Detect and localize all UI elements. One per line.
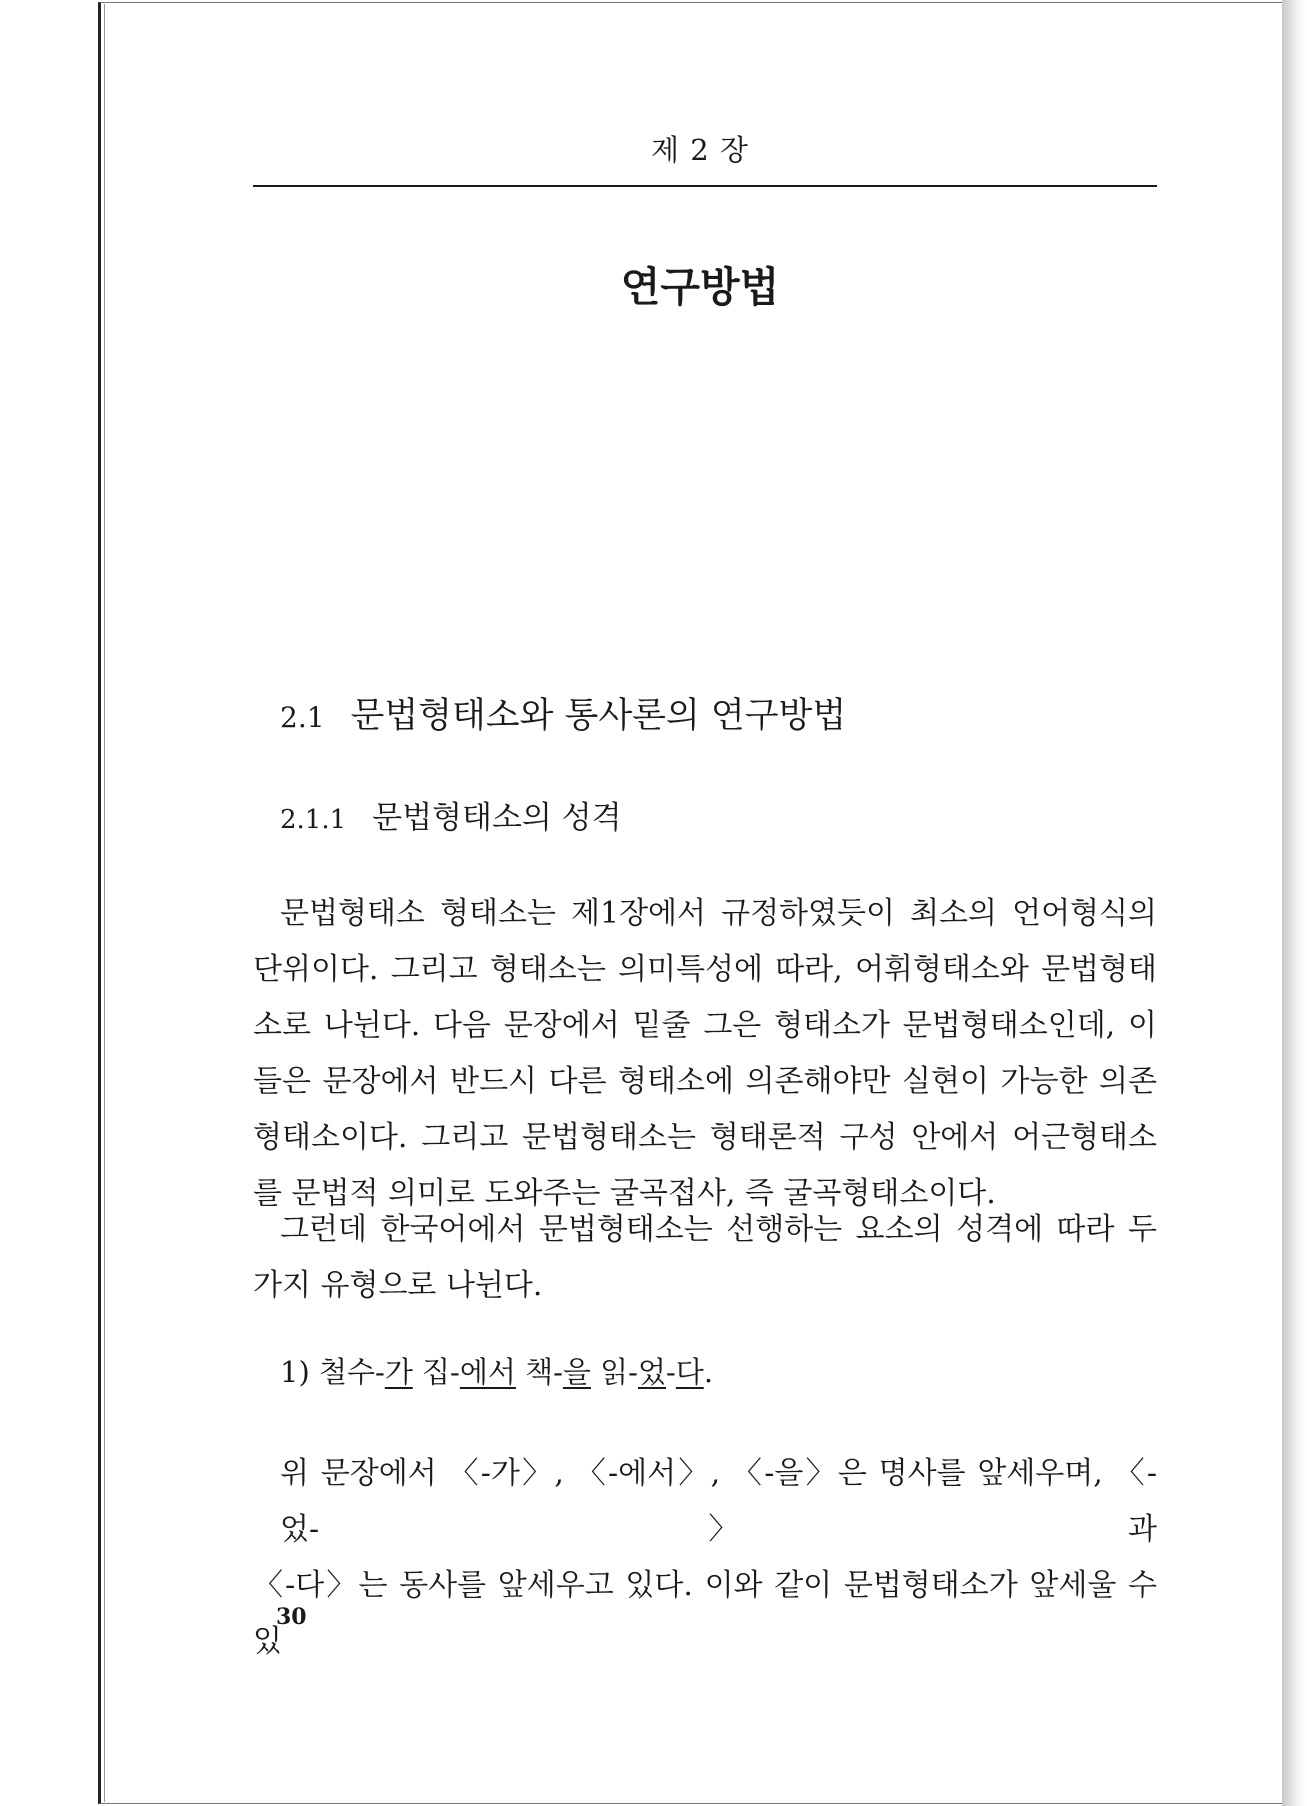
- body-paragraph-2: [253, 1202, 1157, 1314]
- left-margin: [0, 0, 96, 1806]
- underlined-morpheme: 었: [637, 1355, 666, 1389]
- underlined-morpheme: 을: [562, 1355, 591, 1389]
- section-title: 문법형태소와 통사론의 연구방법: [350, 696, 847, 736]
- example-segment: -: [665, 1355, 676, 1389]
- section-heading: [280, 688, 846, 738]
- chapter-number: 제 2 장: [651, 133, 749, 167]
- paragraph-line: 형태소이다. 그리고 문법형태소는 형태론적 구성 안에서 어근형태소: [253, 1120, 1157, 1155]
- example-segment: 책-: [515, 1355, 563, 1389]
- paragraph-line: 위 문장에서 〈-가〉, 〈-에서〉, 〈-을〉은 명사를 앞세우며, 〈-었-〉과: [280, 1456, 1157, 1547]
- paragraph-line: 를 문법적 의미로 도와주는 굴곡접사, 즉 굴곡형태소이다.: [253, 1176, 996, 1211]
- chapter-title: 연구방법: [620, 263, 780, 311]
- example-segment: 읽-: [590, 1355, 638, 1389]
- paragraph-line: 가지 유형으로 나뉜다.: [253, 1268, 543, 1303]
- underlined-morpheme: 에서: [459, 1355, 516, 1389]
- example-segment: .: [703, 1355, 714, 1389]
- chapter-divider: [253, 185, 1157, 187]
- paragraph-line: 〈-다〉는 동사를 앞세우고 있다. 이와 같이 문법형태소가 앞세울 수 있: [253, 1568, 1157, 1659]
- subsection-heading: [280, 792, 622, 837]
- paragraph-line: 소로 나뉜다. 다음 문장에서 밑줄 그은 형태소가 문법형태소인데, 이: [253, 1008, 1157, 1043]
- page-binding-edge: [104, 4, 105, 1802]
- section-number: 2.1: [280, 701, 325, 734]
- example-text: [319, 1355, 713, 1389]
- paragraph-line: 그런데 한국어에서 문법형태소는 선행하는 요소의 성격에 따라 두: [280, 1212, 1157, 1247]
- example-label: 1): [280, 1355, 310, 1389]
- example-segment: 철수-: [318, 1355, 385, 1389]
- paragraph-line: 문법형태소 형태소는 제1장에서 규정하였듯이 최소의 언어형식의: [280, 896, 1157, 931]
- body-paragraph-3: [253, 1446, 1157, 1670]
- subsection-number: 2.1.1: [280, 805, 347, 835]
- underlined-morpheme: 가: [384, 1355, 413, 1389]
- example-segment: 집-: [412, 1355, 460, 1389]
- underlined-morpheme: 다: [675, 1355, 704, 1389]
- subsection-title: 문법형태소의 성격: [372, 800, 622, 836]
- paragraph-line: 들은 문장에서 반드시 다른 형태소에 의존해야만 실현이 가능한 의존: [253, 1064, 1157, 1099]
- body-paragraph-1: [253, 886, 1157, 1222]
- example-sentence: [280, 1350, 713, 1391]
- paragraph-line: 단위이다. 그리고 형태소는 의미특성에 따라, 어휘형태소와 문법형태: [253, 952, 1157, 987]
- page-number: 30: [276, 1604, 307, 1630]
- page-edge-shadow: [1282, 0, 1307, 1806]
